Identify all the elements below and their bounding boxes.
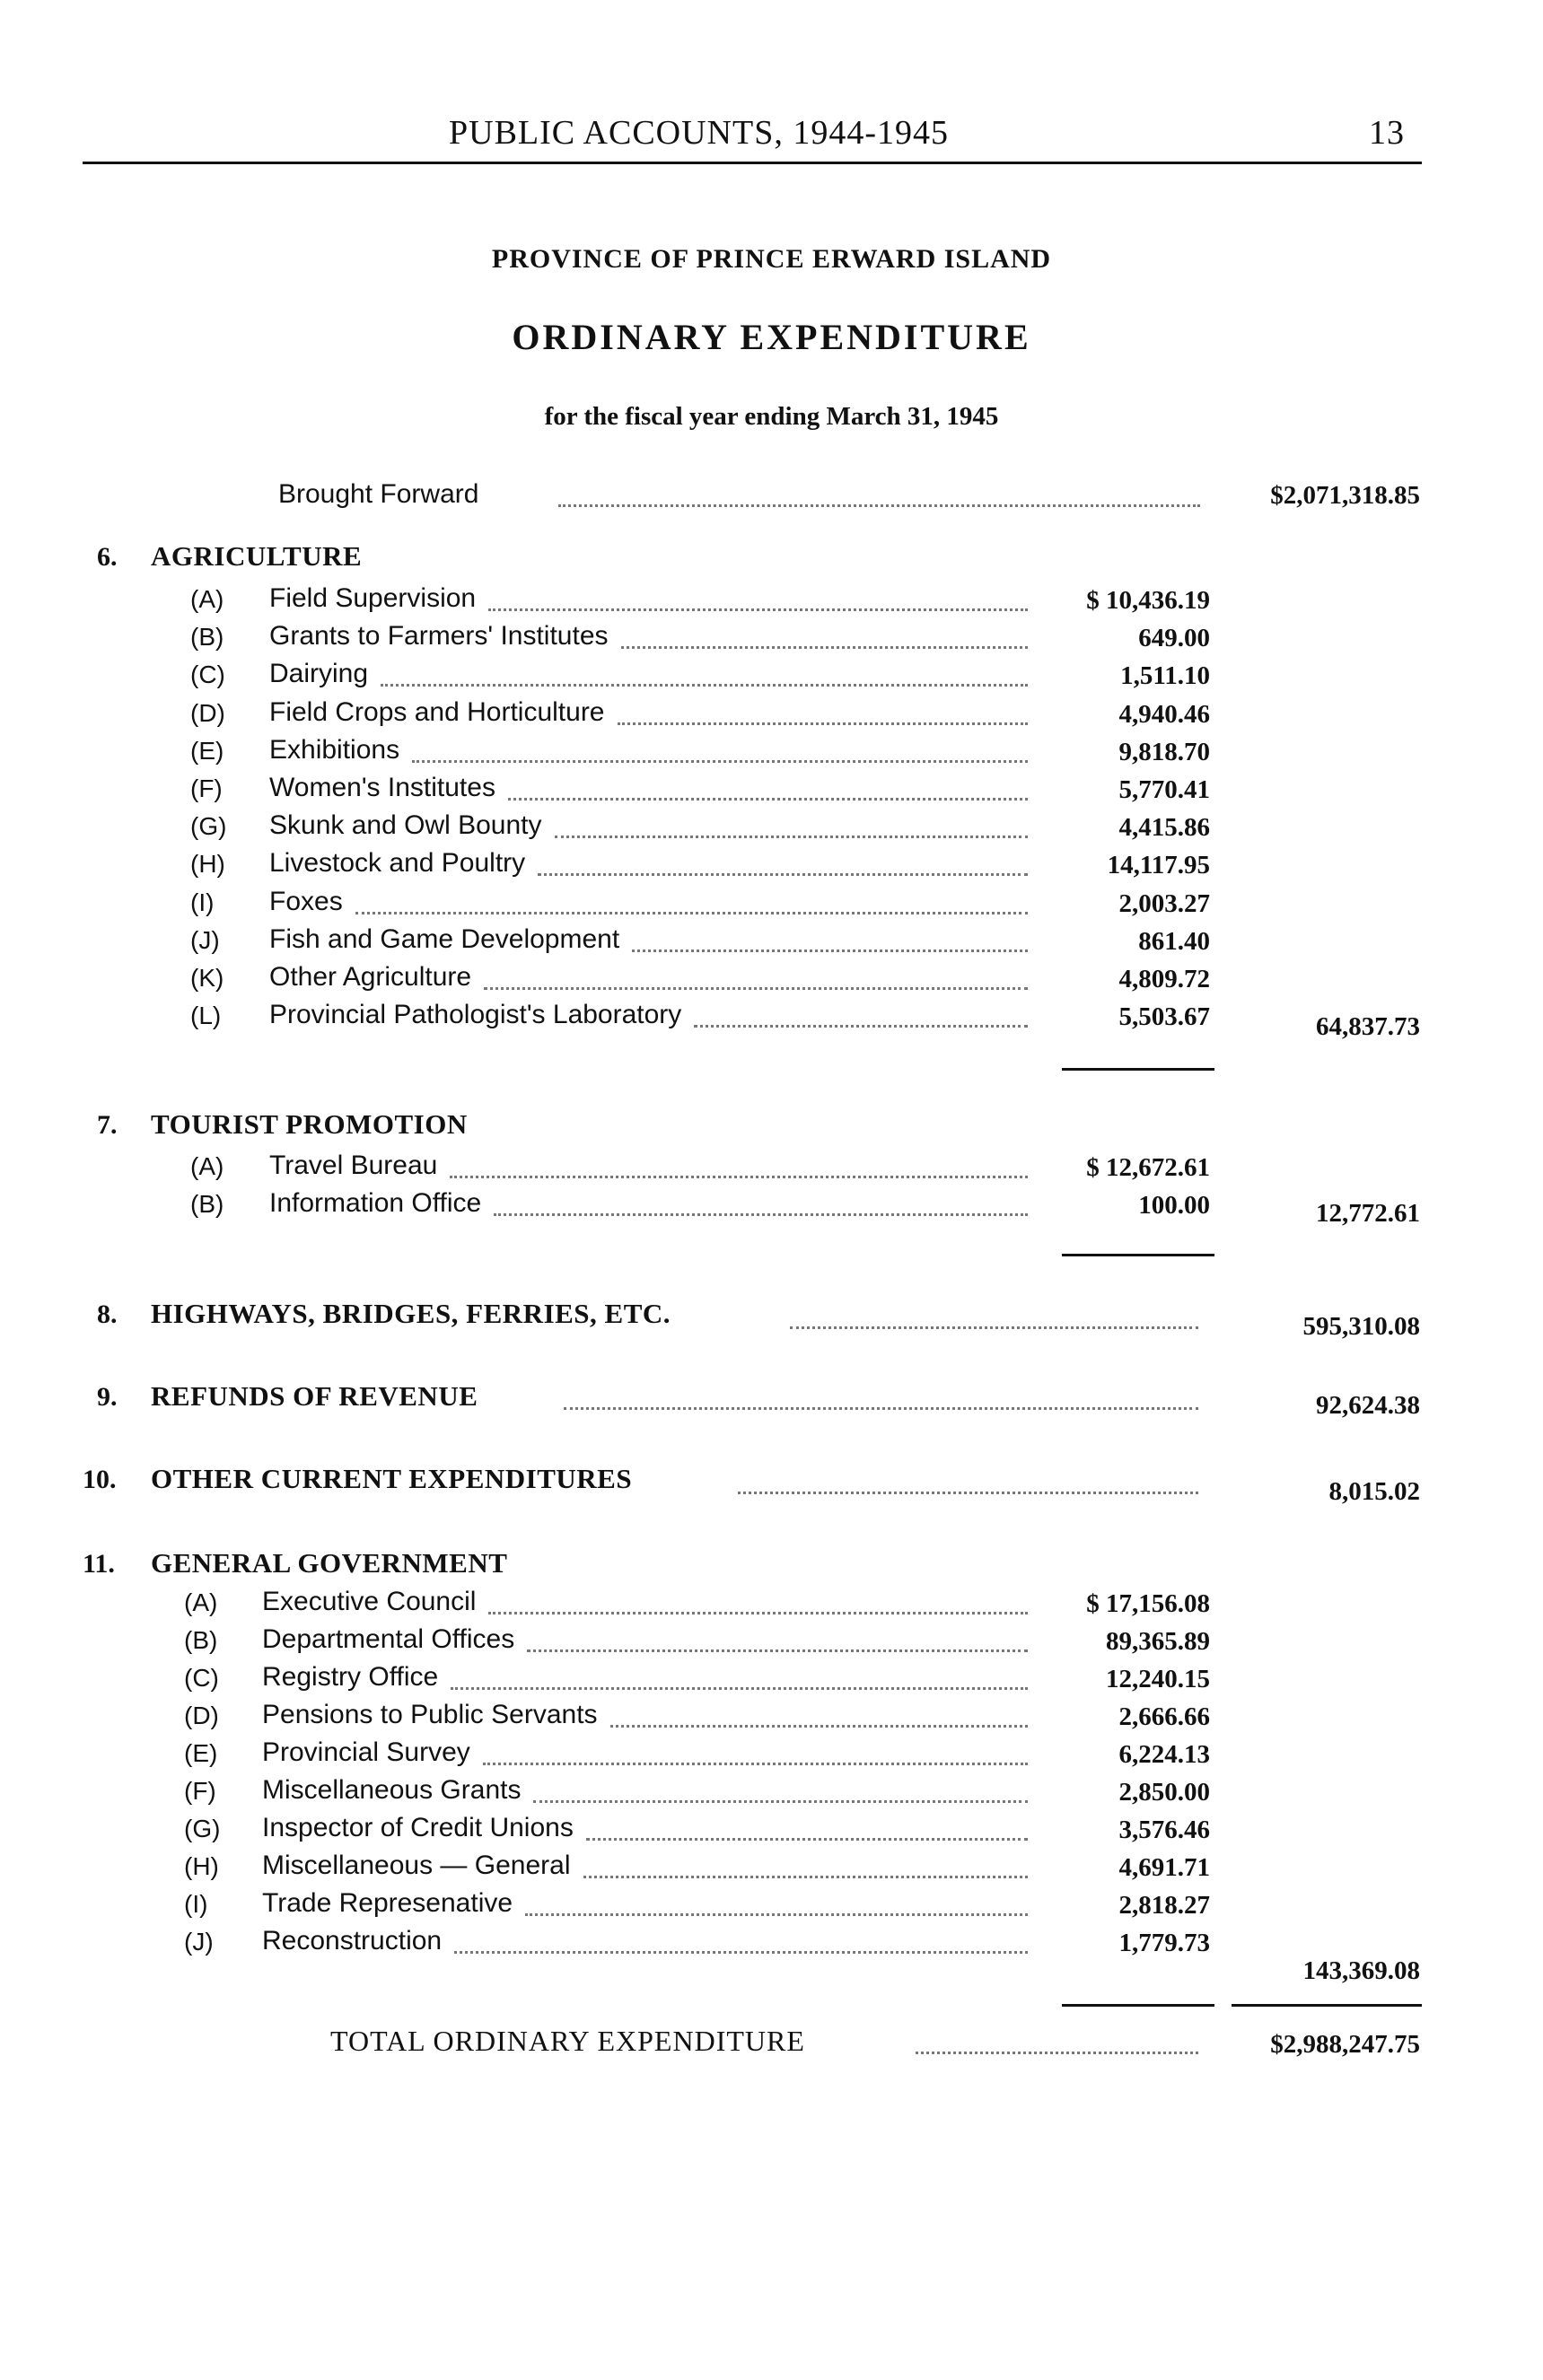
item-label: Miscellaneous — General [262, 1851, 571, 1880]
item-label: Other Agriculture [269, 962, 472, 992]
brought-forward-label: Brought Forward [278, 479, 479, 509]
item-amount: 4,691.71 [1118, 1853, 1210, 1882]
item-label: Skunk and Owl Bounty [269, 810, 542, 841]
item-letter: (K) [190, 964, 224, 992]
leader-dots [694, 1025, 1028, 1028]
leader-dots [454, 1951, 1028, 1954]
leader-dots [586, 1838, 1028, 1841]
item-label: Departmental Offices [262, 1624, 515, 1654]
item-letter: (E) [184, 1739, 218, 1767]
leader-dots [738, 1492, 1198, 1494]
leader-dots [790, 1326, 1198, 1329]
item-letter: (B) [190, 1190, 224, 1219]
leader-dots [632, 949, 1028, 952]
item-letter: (A) [190, 1152, 224, 1180]
item-label: Foxes [269, 886, 343, 916]
item-letter: (L) [190, 1002, 222, 1030]
leader-dots [488, 608, 1028, 611]
section-total: 12,772.61 [1316, 1199, 1420, 1228]
section-total: 92,624.38 [1316, 1391, 1420, 1420]
item-amount: 9,818.70 [1118, 737, 1210, 766]
leader-dots [527, 1649, 1028, 1652]
item-letter: (A) [184, 1588, 218, 1616]
province-title: PROVINCE OF PRINCE ERWARD ISLAND [491, 244, 1052, 274]
section-title: GENERAL GOVERNMENT [151, 1547, 508, 1579]
section-title: HIGHWAYS, BRIDGES, FERRIES, ETC. [151, 1298, 671, 1329]
leader-dots [488, 1612, 1028, 1614]
item-amount: 649.00 [1138, 624, 1210, 653]
item-letter: (H) [190, 850, 225, 879]
leader-dots [450, 1176, 1028, 1178]
item-label: Dairying [269, 659, 369, 689]
grand-total-rule [1232, 2004, 1422, 2007]
subtotal-rule [1062, 1254, 1214, 1256]
section-number: 10. [83, 1465, 117, 1494]
item-amount: 4,415.86 [1118, 813, 1210, 843]
item-amount: 3,576.46 [1118, 1816, 1210, 1844]
item-amount: 2,850.00 [1118, 1778, 1210, 1807]
grand-total-label: TOTAL ORDINARY EXPENDITURE [330, 2025, 805, 2057]
item-amount: $ 12,672.61 [1086, 1153, 1210, 1182]
main-title: ORDINARY EXPENDITURE [512, 317, 1031, 357]
grand-total-amount: $2,988,247.75 [1270, 2030, 1420, 2059]
item-label: Trade Represenative [262, 1888, 513, 1918]
item-letter: (H) [184, 1852, 219, 1880]
item-letter: (B) [190, 623, 224, 652]
item-letter: (C) [184, 1664, 219, 1692]
item-amount: 5,503.67 [1118, 1002, 1210, 1032]
leader-dots [355, 912, 1028, 914]
item-amount: 89,365.89 [1106, 1627, 1210, 1656]
item-label: Women's Institutes [269, 773, 495, 802]
item-label: Fish and Game Development [269, 923, 620, 954]
brought-forward-amount: $2,071,318.85 [1270, 481, 1420, 510]
item-label: Registry Office [262, 1662, 439, 1692]
leader-dots [583, 1876, 1029, 1878]
item-letter: (G) [184, 1815, 221, 1842]
section-total: 64,837.73 [1316, 1012, 1420, 1041]
item-amount: 1,779.73 [1118, 1929, 1210, 1957]
item-amount: 6,224.13 [1118, 1740, 1210, 1769]
leader-dots [381, 684, 1028, 687]
period-subtitle: for the fiscal year ending March 31, 1945 [544, 402, 999, 431]
leader-dots [618, 722, 1029, 725]
section-title: REFUNDS OF REVENUE [151, 1380, 478, 1412]
item-label: Information Office [269, 1188, 482, 1219]
item-label: Livestock and Poultry [269, 848, 526, 879]
section-title: TOURIST PROMOTION [151, 1108, 468, 1140]
leader-dots [494, 1213, 1028, 1216]
item-letter: (E) [190, 736, 224, 765]
item-label: Reconstruction [262, 1926, 443, 1956]
section-total: 595,310.08 [1302, 1312, 1420, 1341]
subtotal-rule [1062, 1068, 1214, 1071]
leader-dots [451, 1687, 1028, 1690]
item-amount: 2,818.27 [1118, 1891, 1210, 1920]
item-letter: (I) [190, 888, 215, 916]
item-letter: (D) [184, 1702, 219, 1729]
section-title: AGRICULTURE [151, 540, 363, 572]
section-number: 11. [83, 1549, 115, 1579]
leader-dots [533, 1800, 1028, 1803]
leader-dots [508, 798, 1028, 801]
item-letter: (A) [190, 585, 224, 613]
item-amount: 1,511.10 [1120, 661, 1210, 691]
item-amount: 2,003.27 [1118, 888, 1210, 918]
item-amount: 100.00 [1138, 1191, 1210, 1221]
section-number: 8. [97, 1299, 118, 1329]
leader-dots [558, 504, 1200, 507]
section-number: 9. [97, 1382, 118, 1412]
section-total: 8,015.02 [1328, 1477, 1420, 1506]
leader-dots [538, 873, 1028, 876]
leader-dots [564, 1407, 1198, 1410]
item-amount: 4,809.72 [1118, 965, 1210, 993]
section-number: 6. [97, 542, 118, 572]
item-letter: (C) [190, 661, 225, 689]
header-rule [83, 162, 1422, 164]
leader-dots [484, 987, 1028, 990]
running-title: PUBLIC ACCOUNTS, 1944-1945 [449, 114, 949, 152]
item-amount: 5,770.41 [1118, 775, 1210, 804]
leader-dots [412, 760, 1028, 763]
leader-dots [916, 2052, 1198, 2054]
item-amount: 4,940.46 [1118, 699, 1210, 729]
leader-dots [555, 836, 1028, 838]
section-total: 143,369.08 [1302, 1956, 1420, 1985]
subtotal-rule [1062, 2004, 1214, 2007]
item-letter: (B) [184, 1626, 218, 1654]
item-label: Field Crops and Horticulture [269, 696, 605, 727]
item-amount: $ 17,156.08 [1086, 1589, 1210, 1618]
section-number: 7. [97, 1110, 118, 1140]
item-label: Grants to Farmers' Institutes [269, 621, 609, 652]
item-label: Pensions to Public Servants [262, 1700, 598, 1729]
item-label: Provincial Survey [262, 1737, 470, 1767]
item-letter: (F) [190, 774, 223, 802]
item-label: Provincial Pathologist's Laboratory [269, 1000, 682, 1030]
item-amount: 861.40 [1138, 926, 1210, 956]
item-amount: 12,240.15 [1106, 1665, 1210, 1693]
item-letter: (F) [184, 1777, 216, 1805]
leader-dots [610, 1725, 1028, 1728]
page-number: 13 [1369, 114, 1405, 152]
item-letter: (G) [190, 812, 227, 841]
item-label: Executive Council [262, 1587, 477, 1616]
item-label: Exhibitions [269, 734, 400, 765]
leader-dots [483, 1763, 1028, 1765]
item-letter: (J) [190, 925, 220, 954]
item-letter: (D) [190, 698, 225, 727]
item-label: Miscellaneous Grants [262, 1775, 522, 1805]
item-letter: (I) [184, 1890, 208, 1918]
item-label: Field Supervision [269, 583, 477, 613]
item-amount: 14,117.95 [1107, 851, 1210, 880]
section-title: OTHER CURRENT EXPENDITURES [151, 1463, 633, 1494]
leader-dots [621, 646, 1028, 649]
item-amount: 2,666.66 [1118, 1702, 1210, 1731]
leader-dots [525, 1913, 1028, 1916]
item-letter: (J) [184, 1928, 214, 1956]
item-label: Inspector of Credit Unions [262, 1813, 574, 1842]
item-label: Travel Bureau [269, 1151, 438, 1180]
item-amount: $ 10,436.19 [1086, 586, 1210, 615]
